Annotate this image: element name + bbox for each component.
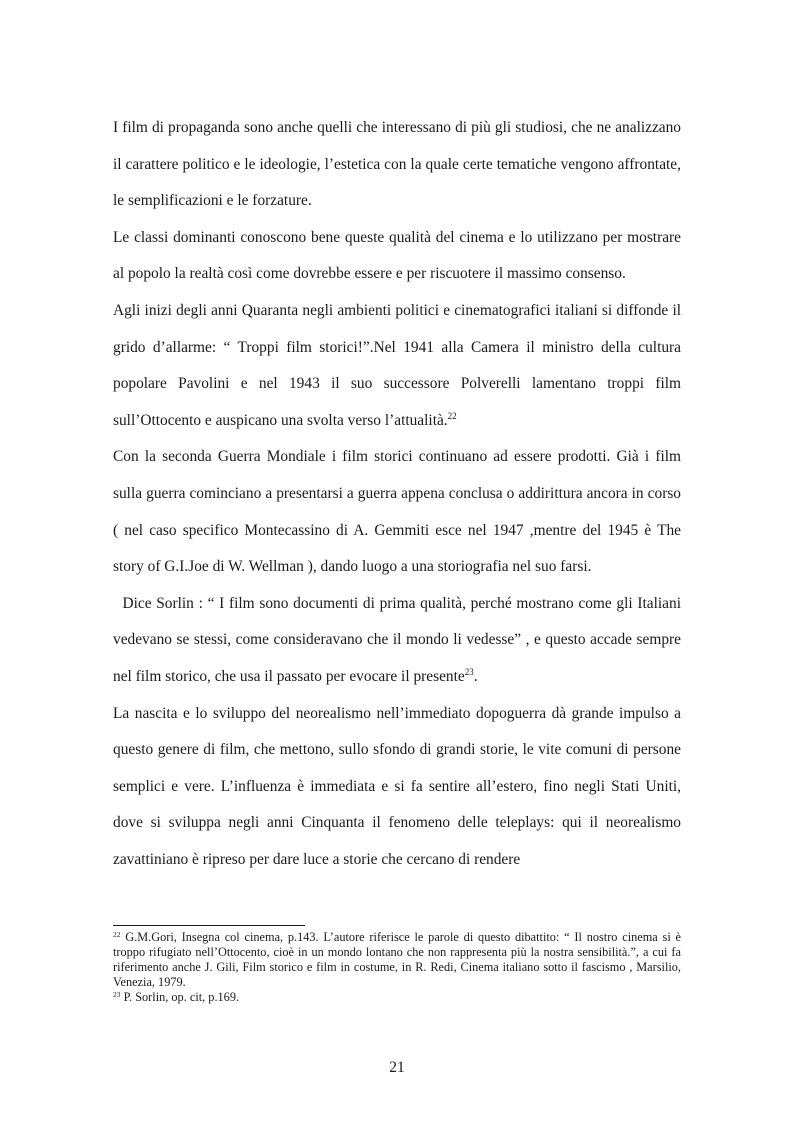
paragraph xyxy=(113,696,681,879)
footnote-reference[interactable]: 22 xyxy=(447,410,457,421)
footnote-text: P. Sorlin, op. cit, p.169. xyxy=(120,990,240,1004)
paragraph xyxy=(113,220,681,293)
footnotes xyxy=(113,930,681,1005)
paragraph-text-end: . xyxy=(473,667,478,685)
paragraph xyxy=(113,110,681,220)
footnote-separator xyxy=(113,925,305,926)
footnote-number: 22 xyxy=(113,930,121,939)
paragraph xyxy=(113,439,681,585)
paragraph xyxy=(113,586,681,696)
body-text xyxy=(113,110,681,878)
footnote xyxy=(113,990,681,1005)
footnote-number: 23 xyxy=(113,990,121,999)
paragraph-text: I film di propaganda sono anche quelli che interessano di più gli studiosi, che ne analizzano il carattere politico e le ideologie, l’estetica con la quale certe tematiche vengono affrontate, le semplificazioni e le forzature. xyxy=(113,119,681,210)
paragraph-text: Dice Sorlin : “ I film sono documenti di prima qualità, perché mostrano come gli Italiani vedevano se stessi, come consideravano che il mondo li vedesse” , e questo accade sempre nel film storico, che usa il passato per evocare il presente xyxy=(113,594,681,685)
paragraph-text: La nascita e lo sviluppo del neorealismo nell’immediato dopoguerra dà grande impulso a questo genere di film, che mettono, sullo sfondo di grandi storie, le vite comuni di persone semplici e vere. L’influenza è immediata e si fa sentire all’estero, fino negli Stati Uniti, dove si sviluppa negli anni Cinquanta il fenomeno delle teleplays: qui il neorealismo zavattiniano è ripreso per dare luce a storie che cercano di rendere xyxy=(113,704,681,868)
paragraph-text: Con la seconda Guerra Mondiale i film storici continuano ad essere prodotti. Già i film sulla guerra cominciano a presentarsi a guerra appena conclusa o addirittura ancora in corso ( nel caso specifico Montecassino di A. Gemmiti esce nel 1947 ,mentre del 1945 è The story of G.I.Joe di W. Wellman ), dando luogo a una storiografia nel suo farsi. xyxy=(113,448,681,576)
paragraph-text: Le classi dominanti conoscono bene queste qualità del cinema e lo utilizzano per mostrare al popolo la realtà così come dovrebbe essere e per riscuotere il massimo consenso. xyxy=(113,228,681,283)
footnote xyxy=(113,930,681,990)
page-number: 21 xyxy=(389,1059,405,1076)
footnote-text: G.M.Gori, Insegna col cinema, p.143. L’autore riferisce le parole di questo dibattito: “ Il nostro cinema si è troppo rifugiato nell’Ottocento, cioè in un mondo lontano che non rappresenta più la nostra sensibilità.”, a cui fa riferimento anche J. Gili, Film storico e film in costume, in R. Redi, Cinema italiano sotto il fascismo , Marsilio, Venezia, 1979. xyxy=(113,930,681,989)
footnote-reference[interactable]: 23 xyxy=(464,666,474,677)
paragraph-text: Agli inizi degli anni Quaranta negli ambienti politici e cinematografici italiani si diffonde il grido d’allarme: “ Troppi film storici!”.Nel 1941 alla Camera il ministro della cultura popolare Pavolini e nel 1943 il suo successore Polverelli lamentano troppi film sull’Ottocento e auspicano una svolta verso l’attualità. xyxy=(113,301,681,429)
paragraph xyxy=(113,293,681,439)
